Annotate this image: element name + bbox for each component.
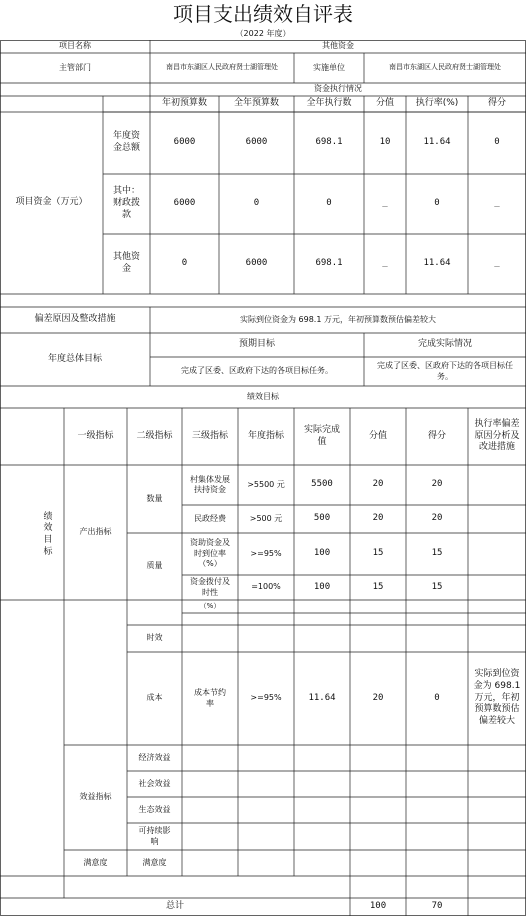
perf-header-l3: 三级指标 bbox=[191, 430, 228, 441]
perf-l3: 村集体发展扶持资金 bbox=[190, 474, 230, 494]
funds-row-label: 其中：财政拨款 bbox=[112, 186, 140, 220]
funds-header-rate: 执行率(%) bbox=[415, 98, 459, 109]
perf-actual: 5500 bbox=[311, 479, 333, 490]
perf-target: >5500 元 bbox=[247, 479, 285, 489]
funds-cell: 0 bbox=[326, 198, 332, 209]
funds-cell: _ bbox=[382, 198, 388, 209]
unit-value: 南昌市东湖区人民政府贤士湖管理处 bbox=[389, 63, 501, 72]
perf-header-l1: 一级指标 bbox=[77, 430, 114, 441]
funds-cell: 11.64 bbox=[423, 137, 451, 148]
perf-vertical-label: 绩效目标 bbox=[43, 511, 53, 557]
perf-got: 0 bbox=[434, 692, 440, 703]
perf-section-title: 绩效目标 bbox=[247, 391, 279, 401]
perf-score: 15 bbox=[372, 548, 384, 559]
perf-score: 15 bbox=[372, 581, 384, 592]
perf-header-l2: 二级指标 bbox=[136, 430, 173, 441]
dept-value: 南昌市东湖区人民政府贤士湖管理处 bbox=[166, 63, 278, 72]
l2-time: 时效 bbox=[146, 633, 163, 643]
perf-target: >=95% bbox=[250, 693, 282, 703]
funds-cell: _ bbox=[494, 258, 500, 269]
project-name-value: 其他资金 bbox=[322, 41, 354, 51]
perf-header-score: 分值 bbox=[368, 430, 387, 441]
funds-cell: 6000 bbox=[173, 137, 196, 148]
l2-satisfaction: 满意度 bbox=[142, 857, 167, 867]
l2-cost: 成本 bbox=[146, 693, 163, 703]
perf-note: 实际到位资金为 698.1 万元，年初预算数预估偏差较大 bbox=[473, 669, 521, 727]
funds-cell: 698.1 bbox=[315, 137, 343, 148]
expected-goal-value: 完成了区委、区政府下达的各项目标任务。 bbox=[181, 366, 333, 376]
perf-got: 15 bbox=[431, 581, 443, 592]
perf-header-got: 得分 bbox=[427, 430, 446, 441]
funds-row-label: 年度资金总额 bbox=[112, 131, 140, 153]
perf-target: >=95% bbox=[250, 548, 282, 558]
funds-header-annual: 全年预算数 bbox=[233, 98, 279, 109]
funds-group-label: 项目资金（万元） bbox=[15, 197, 88, 208]
expected-goal-header: 预期目标 bbox=[238, 339, 275, 350]
perf-got: 15 bbox=[431, 548, 443, 559]
deviation-label: 偏差原因及整改措施 bbox=[34, 314, 116, 325]
project-name-label: 项目名称 bbox=[59, 41, 91, 51]
dept-label: 主管部门 bbox=[59, 62, 91, 72]
funds-cell: 10 bbox=[379, 137, 391, 148]
funds-header-executed: 全年执行数 bbox=[306, 98, 352, 109]
perf-actual: 100 bbox=[313, 581, 331, 592]
total-got: 70 bbox=[431, 901, 443, 912]
perf-header-note: 执行率偏差原因分析及改进措施 bbox=[474, 418, 520, 453]
perf-target: >500 元 bbox=[249, 513, 283, 523]
perf-l3: 成本节约率 bbox=[194, 688, 226, 708]
l2-quality: 质量 bbox=[146, 561, 163, 571]
perf-got: 20 bbox=[431, 513, 443, 524]
l2-benefit-economic: 经济效益 bbox=[138, 752, 171, 762]
perf-score: 20 bbox=[372, 692, 384, 703]
perf-score: 20 bbox=[372, 513, 384, 524]
funds-cell: 11.64 bbox=[423, 258, 451, 269]
perf-score: 20 bbox=[372, 479, 384, 490]
l2-benefit-sustainable: 可持续影响 bbox=[138, 826, 171, 846]
perf-actual: 500 bbox=[313, 513, 331, 524]
page-title: 项目支出绩效自评表 bbox=[173, 2, 353, 26]
actual-goal-value: 完成了区委、区政府下达的各项目标任务。 bbox=[377, 361, 513, 381]
perf-actual: 11.64 bbox=[308, 692, 336, 703]
funds-cell: 6000 bbox=[173, 198, 196, 209]
l2-quantity: 数量 bbox=[146, 493, 163, 503]
perf-l3: 资助资金及时到位率（%） bbox=[190, 538, 230, 569]
funds-cell: _ bbox=[382, 258, 388, 269]
funds-cell: 0 bbox=[181, 258, 188, 269]
l1-satisfaction: 满意度 bbox=[83, 857, 108, 867]
funds-header-score: 分值 bbox=[375, 98, 394, 109]
funds-cell: 0 bbox=[494, 137, 500, 148]
funds-header-initial: 年初预算数 bbox=[161, 98, 207, 109]
overflow-text: （%） bbox=[199, 601, 221, 610]
annual-goal-label: 年度总体目标 bbox=[47, 353, 102, 364]
funds-cell: 698.1 bbox=[315, 258, 343, 269]
total-score: 100 bbox=[369, 901, 387, 912]
funds-cell: _ bbox=[494, 198, 500, 209]
perf-l3: 资金拨付及时性 bbox=[190, 577, 230, 597]
deviation-value: 实际到位资金为 698.1 万元，年初预算数预估偏差较大 bbox=[240, 314, 436, 324]
year-label: （2022 年度） bbox=[235, 29, 291, 38]
perf-header-actual: 实际完成值 bbox=[303, 424, 340, 447]
l2-benefit-ecological: 生态效益 bbox=[138, 804, 171, 814]
funds-cell: 6000 bbox=[245, 258, 268, 269]
perf-target: =100% bbox=[251, 582, 281, 592]
funds-header-got: 得分 bbox=[487, 98, 506, 109]
total-label: 总计 bbox=[165, 901, 184, 912]
funds-cell: 0 bbox=[253, 198, 260, 209]
perf-actual: 100 bbox=[313, 548, 331, 559]
l1-output: 产出指标 bbox=[79, 527, 112, 537]
funds-cell: 6000 bbox=[245, 137, 268, 148]
funds-row-label: 其他资金 bbox=[112, 252, 140, 274]
funds-section-title: 资金执行情况 bbox=[314, 84, 362, 94]
perf-header-target: 年度指标 bbox=[247, 430, 284, 441]
perf-got: 20 bbox=[431, 479, 443, 490]
funds-cell: 0 bbox=[434, 198, 440, 209]
l2-benefit-social: 社会效益 bbox=[138, 778, 171, 788]
unit-label: 实施单位 bbox=[313, 62, 345, 72]
l1-benefit: 效益指标 bbox=[79, 792, 112, 802]
actual-goal-header: 完成实际情况 bbox=[417, 339, 472, 350]
perf-l3: 民政经费 bbox=[194, 513, 226, 523]
